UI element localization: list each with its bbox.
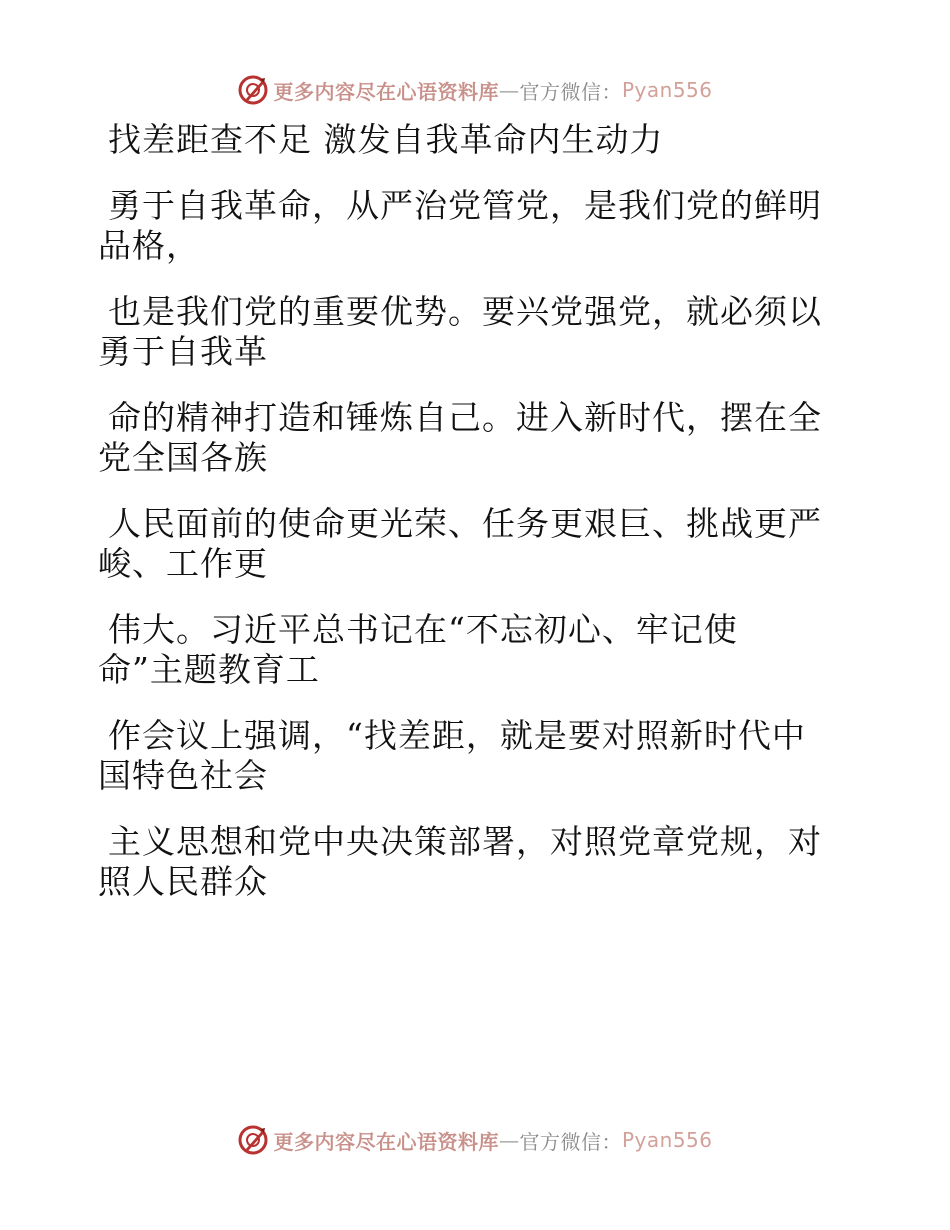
paragraph-line: 勇于自我革	[98, 332, 268, 371]
paragraph-7	[98, 822, 833, 902]
paragraph-line: 党全国各族	[98, 438, 268, 477]
paragraph-line: 峻、工作更	[98, 544, 268, 583]
footer-watermark-banner	[0, 1120, 950, 1160]
banner-dash: —	[498, 78, 520, 102]
wechat-id: Pyan556	[621, 78, 713, 102]
paragraph-line: 作会议上强调，“找差距，就是要对照新时代中	[108, 716, 806, 755]
header-watermark-banner	[0, 70, 950, 110]
brand-logo-icon	[237, 1124, 269, 1156]
paragraph-3	[98, 398, 833, 478]
paragraph-4	[98, 504, 833, 584]
paragraph-2	[98, 292, 833, 372]
paragraph-line: 也是我们党的重要优势。要兴党强党，就必须以	[108, 292, 822, 331]
banner-dash: —	[498, 1128, 520, 1152]
brand-logo-icon	[237, 74, 269, 106]
paragraph-line: 照人民群众	[98, 862, 268, 901]
wechat-label: 官方微信：	[519, 79, 622, 104]
brand-text: 更多内容尽在心语资料库	[273, 79, 499, 104]
paragraph-line: 伟大。习近平总书记在“不忘初心、牢记使	[108, 610, 738, 649]
paragraph-line: 勇于自我革命，从严治党管党，是我们党的鲜明	[108, 186, 822, 225]
paragraph-line: 国特色社会	[98, 756, 268, 795]
wechat-label: 官方微信：	[519, 1129, 622, 1154]
document-title: 找差距查不足 激发自我革命内生动力	[108, 120, 664, 159]
paragraph-6	[98, 716, 833, 796]
paragraph-5	[98, 610, 833, 690]
brand-text: 更多内容尽在心语资料库	[273, 1129, 499, 1154]
paragraph-line: 命的精神打造和锤炼自己。进入新时代，摆在全	[108, 398, 822, 437]
paragraph-line: 人民面前的使命更光荣、任务更艰巨、挑战更严	[108, 504, 822, 543]
paragraph-1	[98, 186, 833, 266]
wechat-id: Pyan556	[621, 1128, 713, 1152]
paragraph-line: 命”主题教育工	[98, 650, 320, 689]
paragraph-line: 主义思想和党中央决策部署，对照党章党规，对	[108, 822, 822, 861]
document-body	[98, 120, 833, 928]
paragraph-line: 品格，	[98, 226, 200, 265]
